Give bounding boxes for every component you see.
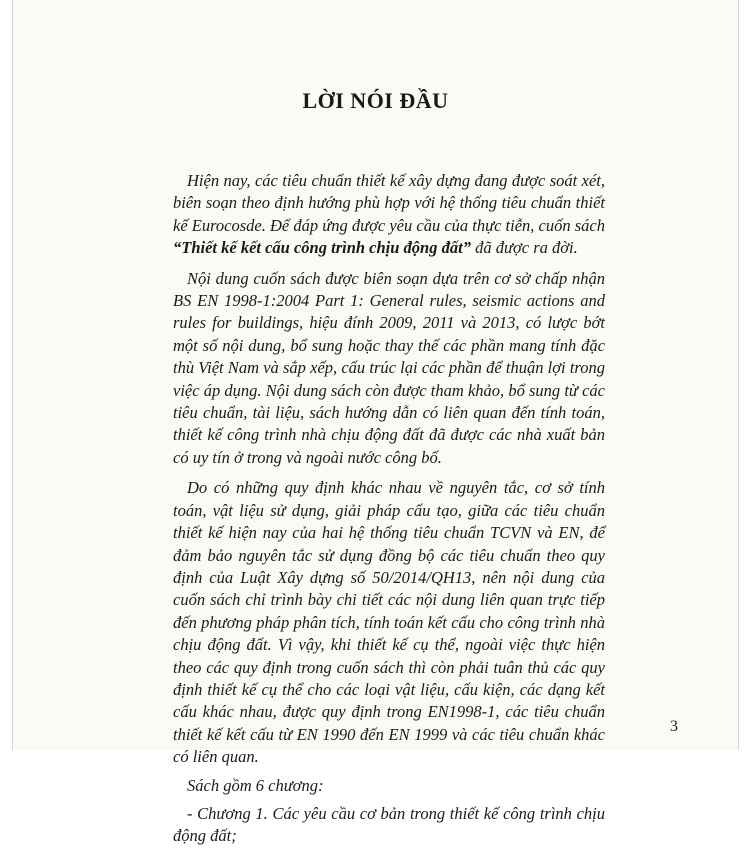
paragraph-intro-end: đã được ra đời. (470, 238, 578, 258)
paragraph-intro-text: Hiện nay, các tiêu chuẩn thiết kế xây dựng đang được soát xét, biên soạn theo định hướng phù hợp với hệ thống tiêu chuẩn thiết kế Eurocosde. Để đáp ứng được yêu cầu của thực tiễn, cuốn sách (173, 171, 605, 235)
page-number: 3 (670, 718, 678, 735)
page-title: LỜI NÓI ĐẦU (302, 88, 449, 113)
paragraph-standards: Do có những quy định khác nhau về nguyên tắc, cơ sở tính toán, vật liệu sử dụng, giải pháp cấu tạo, giữa các tiêu chuẩn thiết kế hiện nay của hai hệ thống tiêu chuẩn TCVN và EN, để đảm bảo nguyên tắc sử dụng đồng bộ các tiêu chuẩn theo quy định của Luật Xây dựng số 50/2014/QH13, nên nội dung của cuốn sách chỉ trình bày chi tiết các nội dung liên quan trực tiếp đến phương pháp phân tích, tính toán kết cấu cho công trình nhà chịu động đất. Vì vậy, khi thiết kế cụ thể, ngoài việc thực hiện theo các quy định trong cuốn sách thì còn phải tuân thủ các quy định thiết kế cụ thể cho các loại vật liệu, cấu kiện, các dạng kết cấu khác nhau, được quy định trong EN1998-1, các tiêu chuẩn thiết kế kết cấu từ EN 1990 đến EN 1999 và các tiêu chuẩn khác có liên quan. (173, 478, 605, 767)
preface-body (173, 170, 605, 856)
paragraph-chapter-1: - Chương 1. Các yêu cầu cơ bản trong thiết kế công trình chịu động đất; (173, 803, 605, 846)
book-page (12, 0, 739, 846)
book-title-emphasis: “Thiết kế kết cấu công trình chịu động đất” (173, 238, 471, 258)
paragraph-chapters-intro: Sách gồm 6 chương: (187, 775, 324, 795)
paragraph-intro (173, 170, 605, 260)
paragraph-content-basis: Nội dung cuốn sách được biên soạn dựa trên cơ sở chấp nhận BS EN 1998-1:2004 Part 1: General rules, seismic actions and rules for buildings, hiệu đính 2009, 2011 và 2013, có lược bớt một số nội dung, bổ sung hoặc thay thế các phần mang tính đặc thù Việt Nam và sắp xếp, cấu trúc lại các phần để thuận lợi trong việc áp dụng. Nội dung sách còn được tham khảo, bổ sung từ các tiêu chuẩn, tài liệu, sách hướng dẫn có liên quan đến tính toán, thiết kế công trình nhà chịu động đất đã được các nhà xuất bản có uy tín ở trong và ngoài nước công bố. (173, 268, 605, 467)
